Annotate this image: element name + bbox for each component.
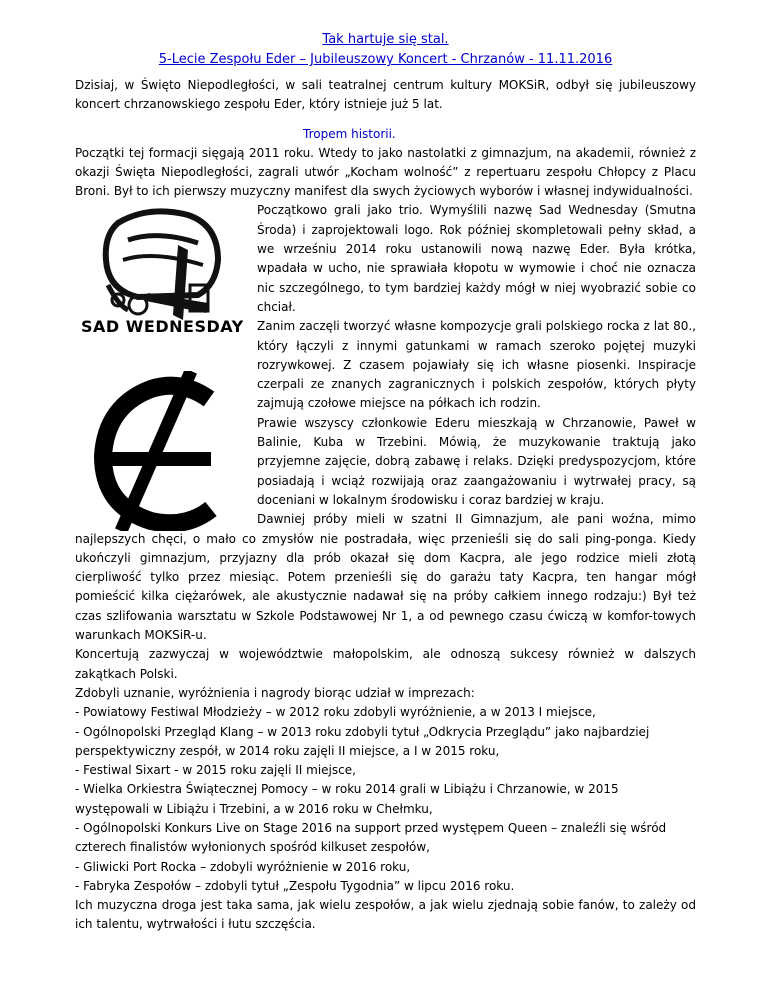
document-page: [75, 30, 696, 935]
history-paragraph-1: Początki tej formacji sięgają 2011 roku. Wtedy to jako nastolatki z gimnazjum, na akademii, również z okazji Święta Niepodległości, zagrali utwór „Kocham wolność” z repertuaru zespołu Chłopcy z Placu Broni. Był to ich pierwszy muzyczny manifest dla swych życiowych wyborów i własnej indywidualności.: [75, 145, 696, 199]
award-item: - Powiatowy Festiwal Młodzieży – w 2012 roku zdobyli wyróżnienie, a w 2013 I miejsce,: [75, 705, 596, 720]
closing-paragraph: Ich muzyczna droga jest taka sama, jak wielu zespołów, a jak wielu zjednają sobie fanów, to zależy od ich talentu, wytrwałości i łutu szczęścia.: [75, 898, 696, 932]
award-item: - Ogólnopolski Przegląd Klang – w 2013 roku zdobyli tytuł „Odkrycia Przeglądu” jako najbardziej perspektywiczny zespół, w 2014 roku zajęli II miejsce, a I w 2015 roku,: [75, 724, 650, 758]
logo-text: SAD WEDNESDAY: [81, 317, 244, 337]
award-item: - Wielka Orkiestra Świątecznej Pomocy – w roku 2014 grali w Libiążu i Chrzanowie, w 2015 występowali w Libiążu i Trzebini, a w 2016 roku w Chełmku,: [75, 782, 619, 816]
award-item: - Gliwicki Port Rocka – zdobyli wyróżnienie w 2016 roku,: [75, 859, 411, 874]
intro-paragraph: Dzisiaj, w Święto Niepodległości, w sali teatralnej centrum kultury MOKSiR, odbył się jubileuszowy koncert chrzanowskiego zespołu Eder, który istnieje już 5 lat.: [75, 78, 696, 112]
title-line-2: 5-Lecie Zespołu Eder – Jubileuszowy Koncert - Chrzanów - 11.11.2016: [158, 52, 613, 67]
award-item: - Festiwal Sixart - w 2015 roku zajęli II miejsce,: [75, 763, 356, 778]
history-paragraph-2: Początkowo grali jako trio. Wymyślili nazwę Sad Wednesday (Smutna Środa) i zaprojektowali logo. Rok później skompletowali pełny skład, a we wrześniu 2014 roku ustanowili nową nazwę Eder. Była krótka, wpadała w ucho, nie sprawiała kłopotu w wymowie i choć nie oznacza nic szczególnego, to tym bardziej każdy mógł w niej wyobrazić sobie co chciał.: [257, 203, 696, 314]
award-item: - Fabryka Zespołów – zdobyli tytuł „Zespołu Tygodnia” w lipcu 2016 roku.: [75, 878, 515, 893]
history-paragraph-4: Prawie wszyscy członkowie Ederu mieszkają w Chrzanowie, Paweł w Balinie, Kuba w Trzebini. Mówią, że muzykowanie traktują jako przyjemne zajęcie, dobrą zabawę i relaks. Dzięki predyspozycjom, które posiadają i wciąż rozwijają oraz zaangażowaniu i wytrwałej pracy, są doceniani w lokalnym środowisku i coraz bardziej w kraju.: [257, 415, 696, 507]
awards-intro: Zdobyli uznanie, wyróżnienia i nagrody biorąc udział w imprezach:: [75, 685, 475, 700]
section-heading: Tropem historii.: [303, 126, 396, 141]
history-paragraph-5: Dawniej próby mieli w szatni II Gimnazjum, ale pani woźna, mimo najlepszych chęci, o mało co zmysłów nie postradała, więc przenieśli się do sali ping-ponga. Kiedy ukończyli gimnazjum, przyjazny dla prób okazał się dom Kacpra, ale jego rodzice mieli złotą cierpliwość tylko przez miesiąc. Potem przenieśli się do garażu taty Kacpra, ten hangar mógł pomieścić kilka ciężarówek, ale akustycznie nadawał się na próby całkiem innego rodzaju:) Był też czas szlifowania warsztatu w Szkole Podstawowej Nr 1, a od pewnego czasu ćwiczą w komfor-towych warunkach MOKSiR-u.: [75, 512, 696, 643]
eder-logo: [81, 371, 241, 531]
awards-list: [75, 703, 696, 896]
document-title: [75, 30, 696, 70]
logos-figure: [75, 203, 251, 529]
title-line-1: Tak hartuje się stal.: [322, 32, 449, 47]
history-paragraph-3: Zanim zaczęli tworzyć własne kompozycje grali polskiego rocka z lat 80., który łączyli z innymi gatunkami w ramach szeroko pojętej muzyki rozrywkowej. Z czasem pojawiały się ich własne piosenki. Inspiracje czerpali ze znanych zagranicznych i polskich zespołów, których płyty zajmują czołowe miejsce na półkach ich rodzin.: [257, 319, 696, 411]
award-item: - Ogólnopolski Konkurs Live on Stage 2016 na support przed występem Queen – znaleźli się wśród czterech finalistów wyłonionych spośród kilkuset zespołów,: [75, 820, 667, 855]
history-paragraph-6: Koncertują zazwyczaj w województwie małopolskim, ale odnoszą sukcesy również w dalszych zakątkach Polski.: [75, 647, 696, 681]
